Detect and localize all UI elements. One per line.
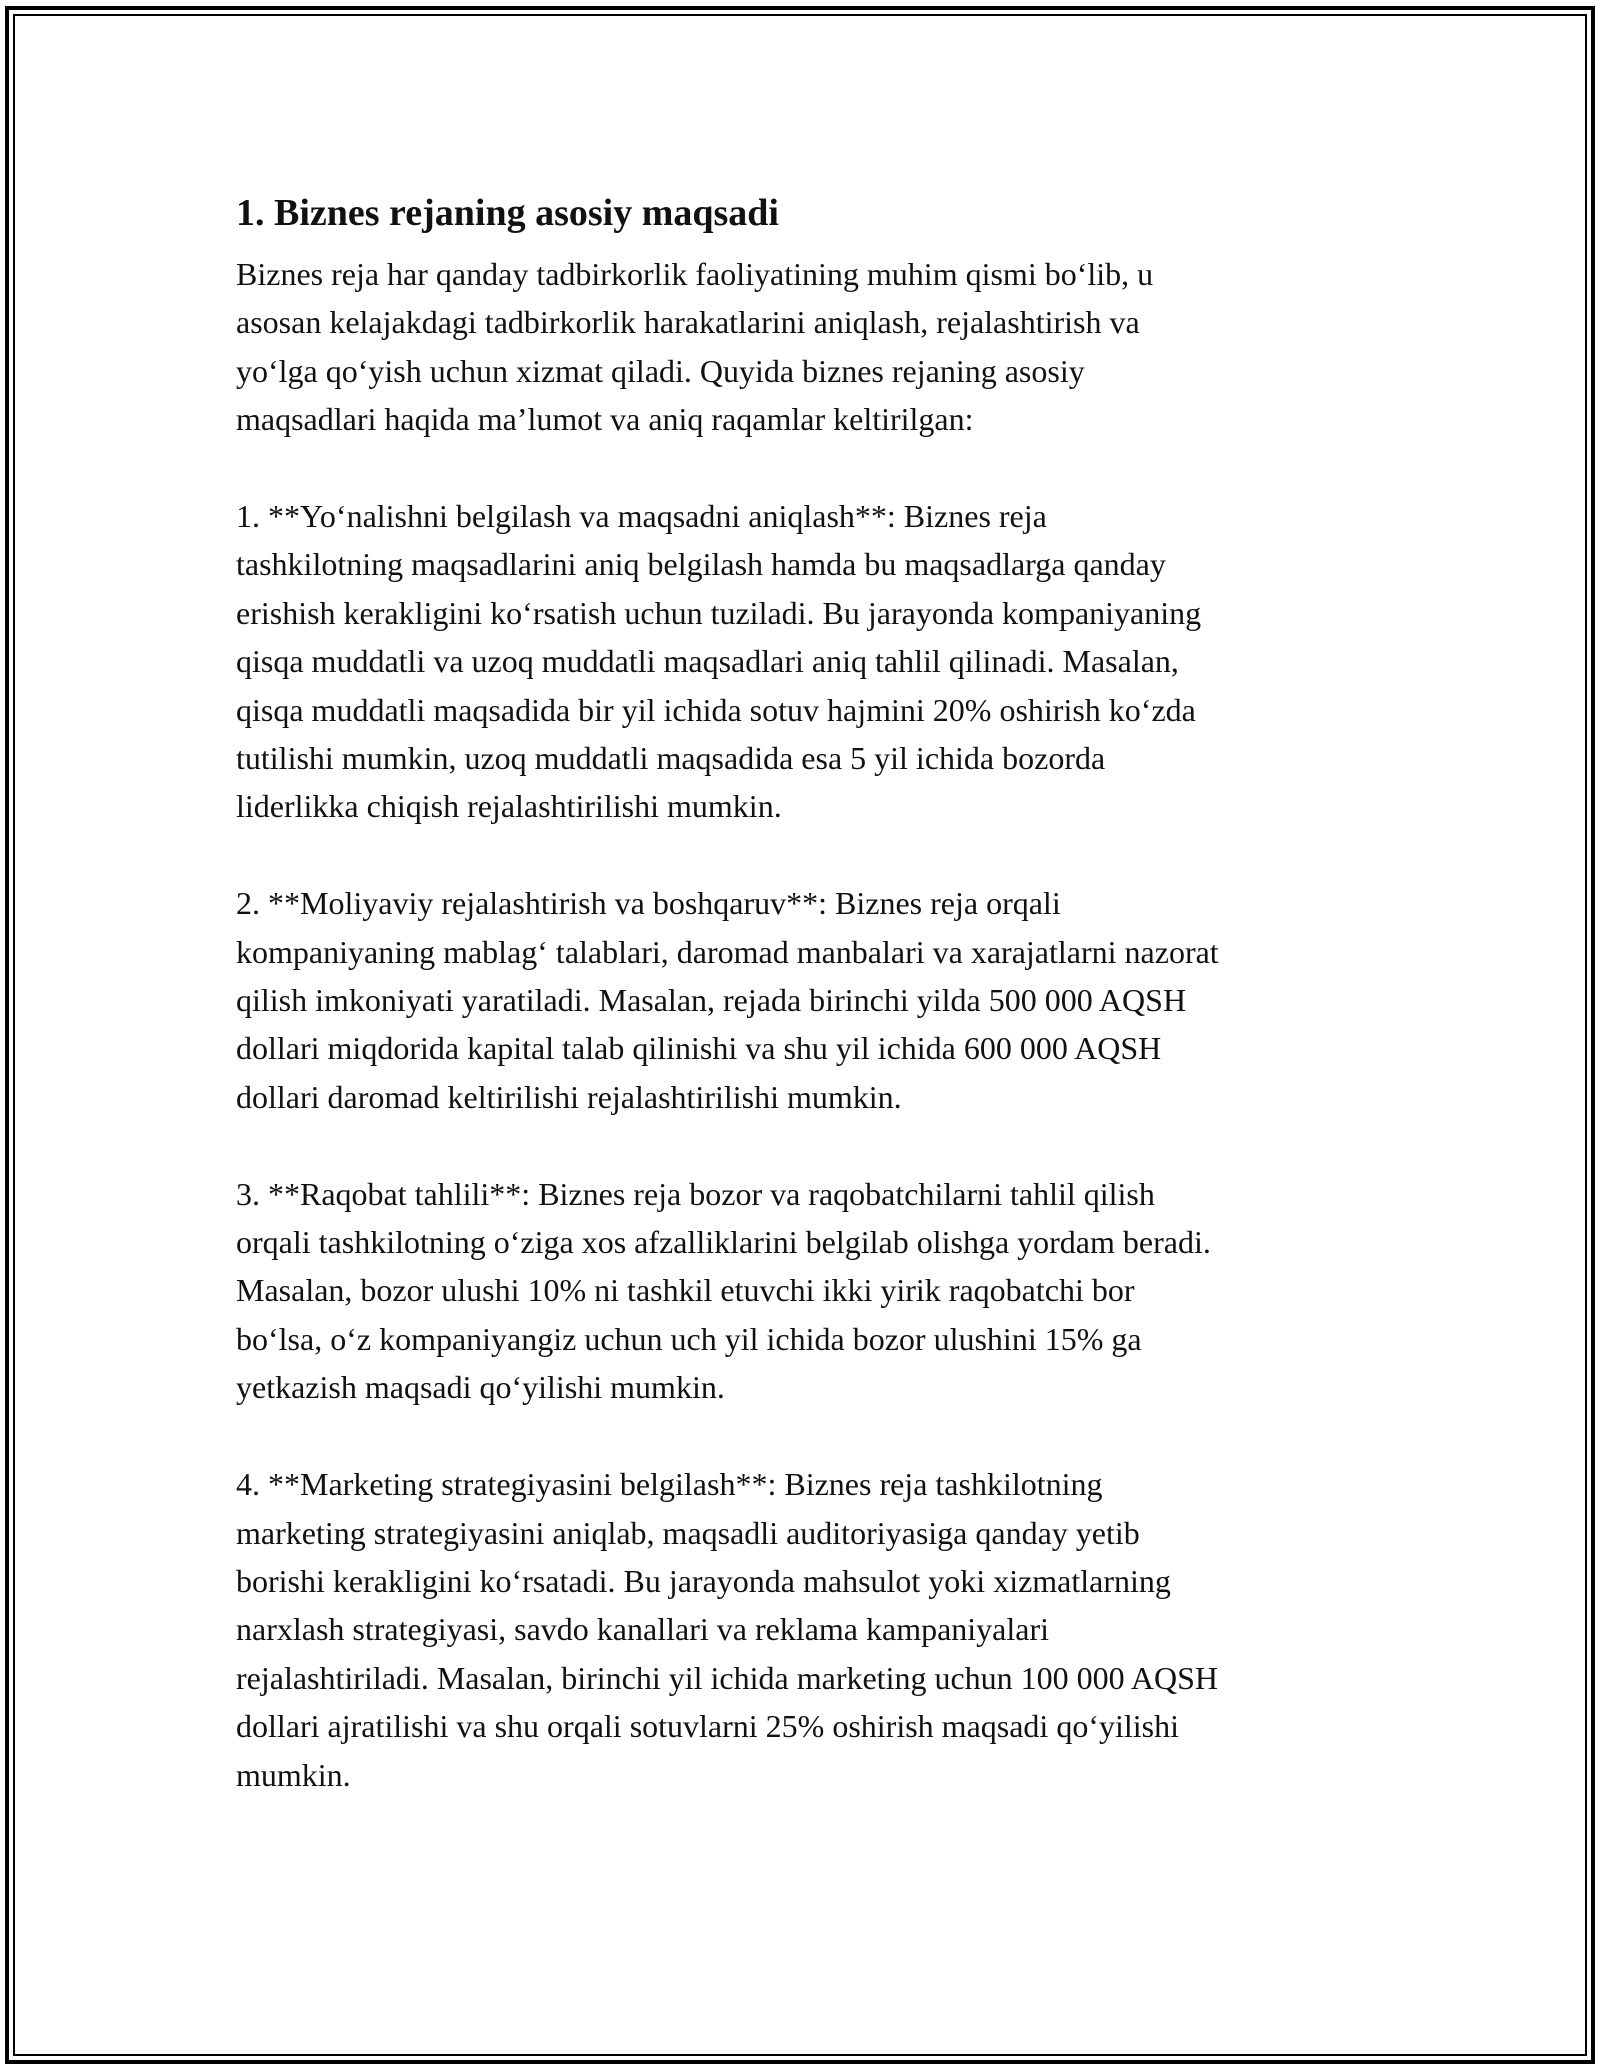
text-line: erishish kerakligini ko‘rsatish uchun tuziladi. Bu jarayonda kompaniyaning [236, 594, 1202, 631]
text-line: maqsadlari haqida ma’lumot va aniq raqamlar keltirilgan: [236, 401, 974, 438]
text-line: qilish imkoniyati yaratiladi. Masalan, rejada birinchi yilda 500 000 AQSH [236, 982, 1187, 1019]
document-body [236, 186, 1376, 1847]
text-line: kompaniyaning mablag‘ talablari, daromad manbalari va xarajatlarni nazorat [236, 933, 1219, 970]
text-line: dollari miqdorida kapital talab qilinishi va shu yil ichida 600 000 AQSH [236, 1030, 1162, 1067]
text-line: bo‘lsa, o‘z kompaniyangiz uchun uch yil ichida bozor ulushini 15% ga [236, 1320, 1142, 1357]
text-line: dollari daromad keltirilishi rejalashtirilishi mumkin. [236, 1078, 902, 1115]
text-line: liderlikka chiqish rejalashtirilishi mumkin. [236, 788, 782, 825]
paragraph-list [236, 250, 1376, 1799]
text-line: asosan kelajakdagi tadbirkorlik harakatlarini aniqlash, rejalashtirish va [236, 304, 1140, 341]
text-line: 3. **Raqobat tahlili**: Biznes reja bozor va raqobatchilarni tahlil qilish [236, 1175, 1155, 1212]
text-line: yo‘lga qo‘yish uchun xizmat qiladi. Quyida biznes rejaning asosiy [236, 352, 1085, 389]
text-line: tutilishi mumkin, uzoq muddatli maqsadida esa 5 yil ichida bozorda [236, 740, 1106, 777]
document-title: 1. Biznes rejaning asosiy maqsadi [236, 192, 779, 234]
paragraph [236, 492, 1376, 831]
text-line: tashkilotning maqsadlarini aniq belgilash hamda bu maqsadlarga qanday [236, 546, 1166, 583]
paragraph [236, 1170, 1376, 1412]
text-line: 2. **Moliyaviy rejalashtirish va boshqaruv**: Biznes reja orqali [236, 885, 1061, 922]
text-line: marketing strategiyasini aniqlab, maqsadli auditoriyasiga qanday yetib [236, 1514, 1140, 1551]
text-line: qisqa muddatli maqsadida bir yil ichida sotuv hajmini 20% oshirish ko‘zda [236, 691, 1196, 728]
paragraph [236, 250, 1376, 444]
paragraph [236, 879, 1376, 1121]
text-line: 4. **Marketing strategiyasini belgilash**: Biznes reja tashkilotning [236, 1466, 1103, 1503]
text-line: Masalan, bozor ulushi 10% ni tashkil etuvchi ikki yirik raqobatchi bor [236, 1272, 1135, 1309]
text-line: narxlash strategiyasi, savdo kanallari va reklama kampaniyalari [236, 1611, 1050, 1648]
text-line: rejalashtiriladi. Masalan, birinchi yil ichida marketing uchun 100 000 AQSH [236, 1659, 1219, 1696]
text-line: 1. **Yo‘nalishni belgilash va maqsadni aniqlash**: Biznes reja [236, 498, 1047, 535]
text-line: orqali tashkilotning o‘ziga xos afzalliklarini belgilab olishga yordam beradi. [236, 1224, 1211, 1261]
text-line: mumkin. [236, 1756, 351, 1793]
text-line: Biznes reja har qanday tadbirkorlik faoliyatining muhim qismi bo‘lib, u [236, 256, 1154, 292]
text-line: borishi kerakligini ko‘rsatadi. Bu jarayonda mahsulot yoki xizmatlarning [236, 1562, 1171, 1599]
paragraph [236, 1460, 1376, 1799]
text-line: dollari ajratilishi va shu orqali sotuvlarni 25% oshirish maqsadi qo‘yilishi [236, 1708, 1179, 1745]
text-line: yetkazish maqsadi qo‘yilishi mumkin. [236, 1369, 725, 1406]
text-line: qisqa muddatli va uzoq muddatli maqsadlari aniq tahlil qilinadi. Masalan, [236, 643, 1179, 680]
